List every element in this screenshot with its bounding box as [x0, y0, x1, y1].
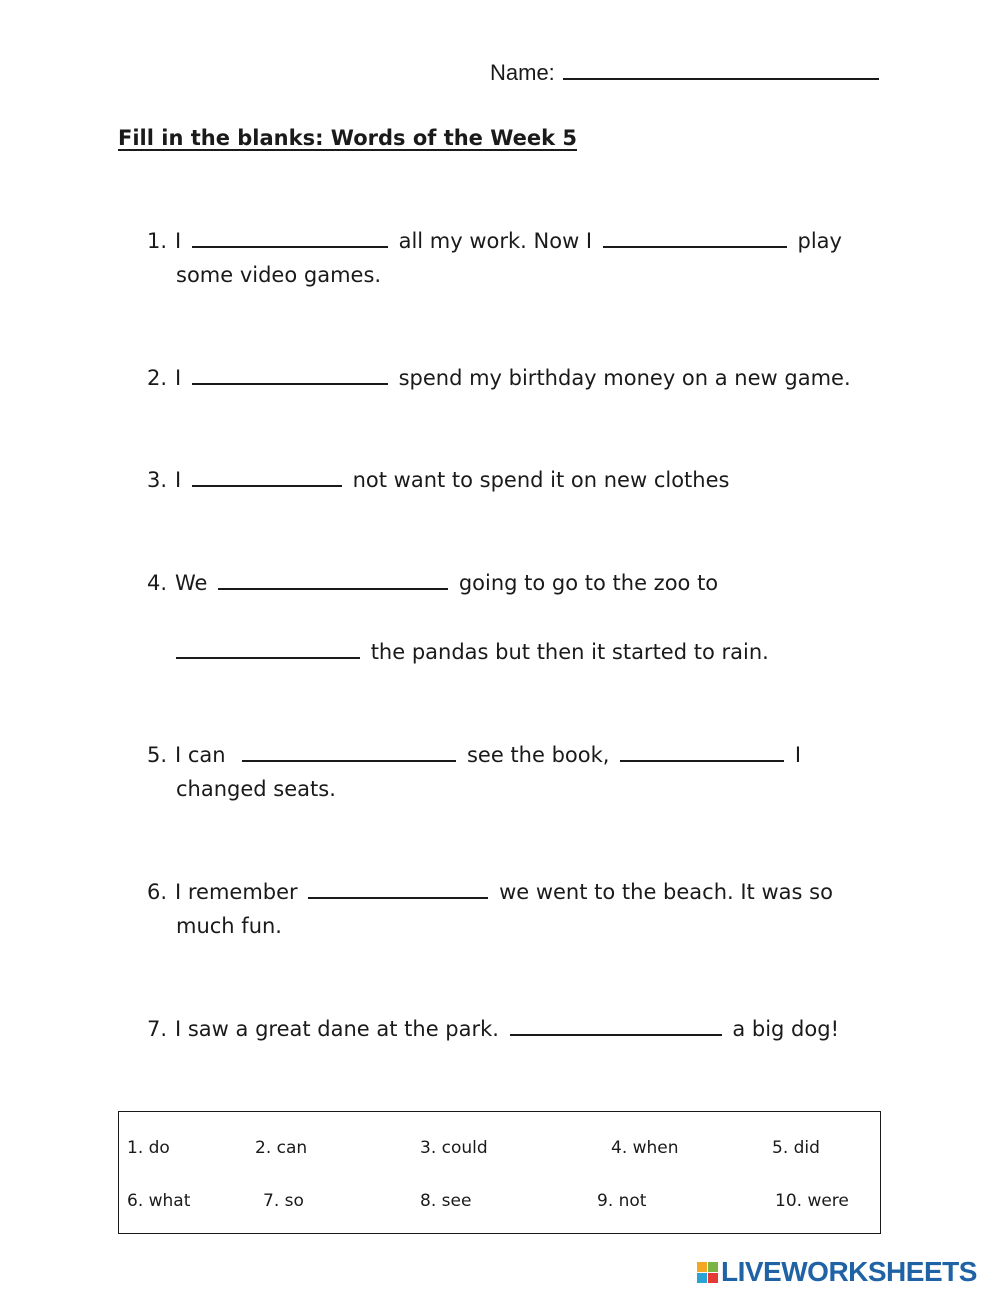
- liveworksheets-logo: [697, 1256, 977, 1288]
- question-text: some video games.: [176, 263, 382, 287]
- word-bank-item: 3. could: [420, 1138, 488, 1158]
- question-number: 7.: [147, 1017, 168, 1041]
- question-text: I saw a great dane at the park.: [175, 1017, 499, 1041]
- question-text: not want to spend it on new clothes: [352, 468, 730, 492]
- answer-blank[interactable]: [308, 879, 488, 899]
- question-text: the pandas but then it started to rain.: [370, 640, 769, 664]
- question-text: spend my birthday money on a new game.: [398, 366, 851, 390]
- question-5: [147, 738, 801, 806]
- question-number: 1.: [147, 229, 168, 253]
- question-text: I: [175, 366, 182, 390]
- question-text: a big dog!: [732, 1017, 839, 1041]
- question-number: 5.: [147, 743, 168, 767]
- question-3: [147, 463, 729, 497]
- question-text: all my work. Now I: [398, 229, 593, 253]
- question-text: see the book,: [466, 743, 610, 767]
- word-bank-item: 1. do: [127, 1138, 170, 1158]
- question-text: play: [797, 229, 842, 253]
- question-text: I can: [175, 743, 226, 767]
- word-bank-item: 2. can: [255, 1138, 308, 1158]
- question-text: I remember: [175, 880, 298, 904]
- question-text: We: [175, 571, 208, 595]
- word-bank-item: 7. so: [263, 1191, 304, 1211]
- answer-blank[interactable]: [192, 365, 388, 385]
- question-text: much fun.: [176, 914, 282, 938]
- question-7: [147, 1012, 839, 1046]
- question-6: [147, 875, 833, 943]
- question-1: [147, 224, 842, 292]
- answer-blank[interactable]: [510, 1016, 722, 1036]
- question-number: 4.: [147, 571, 168, 595]
- answer-blank[interactable]: [192, 228, 388, 248]
- answer-blank[interactable]: [620, 742, 784, 762]
- question-4: [147, 566, 718, 600]
- question-text: I: [175, 468, 182, 492]
- question-number: 6.: [147, 880, 168, 904]
- question-4-line-2: [176, 635, 769, 669]
- name-field: [490, 60, 879, 86]
- question-text: changed seats.: [176, 777, 336, 801]
- word-bank: [118, 1111, 881, 1234]
- word-bank-item: 5. did: [772, 1138, 820, 1158]
- question-number: 2.: [147, 366, 168, 390]
- word-bank-item: 10. were: [775, 1191, 849, 1211]
- word-bank-item: 4. when: [611, 1138, 679, 1158]
- question-2: [147, 361, 851, 395]
- logo-text: LIVEWORKSHEETS: [721, 1256, 977, 1287]
- name-blank[interactable]: [563, 64, 879, 80]
- answer-blank[interactable]: [192, 467, 342, 487]
- word-bank-item: 6. what: [127, 1191, 191, 1211]
- question-text: we went to the beach. It was so: [499, 880, 833, 904]
- word-bank-item: 9. not: [597, 1191, 647, 1211]
- answer-blank[interactable]: [218, 570, 448, 590]
- question-text: going to go to the zoo to: [458, 571, 719, 595]
- logo-blocks-icon: [697, 1262, 718, 1283]
- question-text: I: [794, 743, 802, 767]
- question-text: I: [175, 229, 182, 253]
- worksheet-title: Fill in the blanks: Words of the Week 5: [118, 126, 578, 150]
- answer-blank[interactable]: [242, 742, 456, 762]
- name-label: Name:: [490, 60, 555, 85]
- answer-blank[interactable]: [176, 639, 360, 659]
- question-number: 3.: [147, 468, 168, 492]
- word-bank-item: 8. see: [420, 1191, 472, 1211]
- answer-blank[interactable]: [603, 228, 787, 248]
